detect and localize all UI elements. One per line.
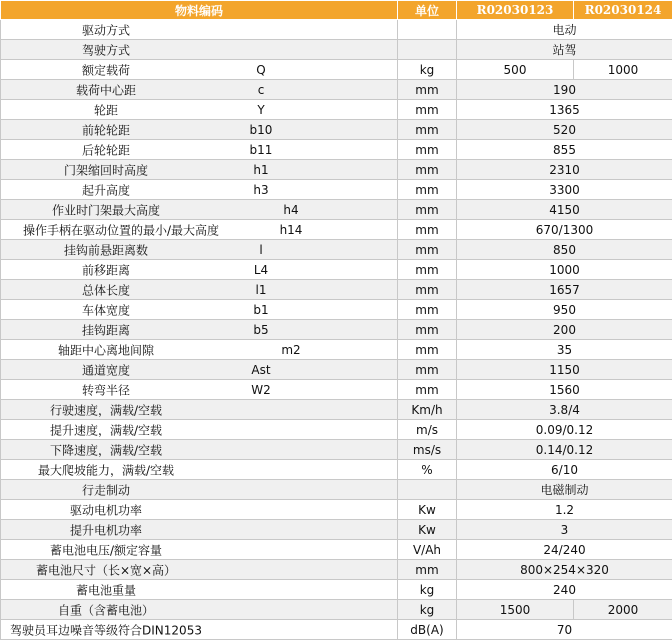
- spec-symbol: Q: [216, 63, 306, 77]
- spec-name-cell: [1, 580, 398, 600]
- spec-row: [1, 260, 672, 280]
- spec-name-cell: [1, 540, 398, 560]
- spec-label: 通道宽度: [1, 361, 211, 378]
- spec-name-cell: [1, 120, 398, 140]
- spec-label: 行驶速度，满载/空载: [1, 401, 211, 418]
- spec-value: 电动: [457, 20, 672, 40]
- spec-label: 后轮轮距: [1, 141, 211, 158]
- spec-name-cell: [1, 20, 398, 40]
- spec-label: 作业时门架最大高度: [1, 201, 211, 218]
- spec-value: 3: [457, 520, 672, 540]
- spec-label: 蓄电池电压/额定容量: [1, 541, 211, 558]
- spec-value: 670/1300: [457, 220, 672, 240]
- spec-name-cell: [1, 440, 398, 460]
- header-name: 物料编码: [1, 1, 398, 20]
- spec-value: 1560: [457, 380, 672, 400]
- spec-value: 35: [457, 340, 672, 360]
- spec-label: 前移距离: [1, 261, 211, 278]
- spec-row: [1, 480, 672, 500]
- spec-unit: mm: [398, 340, 457, 360]
- spec-label: 自重（含蓄电池）: [1, 601, 211, 618]
- spec-row: [1, 240, 672, 260]
- spec-value: 2310: [457, 160, 672, 180]
- spec-name-cell: [1, 460, 398, 480]
- spec-value: 3.8/4: [457, 400, 672, 420]
- spec-name-cell: [1, 200, 398, 220]
- spec-label: 起升高度: [1, 181, 211, 198]
- spec-row: [1, 600, 672, 620]
- spec-value: 240: [457, 580, 672, 600]
- spec-unit: mm: [398, 120, 457, 140]
- spec-unit: [398, 20, 457, 40]
- spec-value: 站驾: [457, 40, 672, 60]
- spec-row: [1, 300, 672, 320]
- spec-row: [1, 100, 672, 120]
- spec-value: 6/10: [457, 460, 672, 480]
- spec-row: [1, 160, 672, 180]
- spec-value: 24/240: [457, 540, 672, 560]
- spec-value: 电磁制动: [457, 480, 672, 500]
- spec-row: [1, 320, 672, 340]
- spec-label: 驱动方式: [1, 21, 211, 38]
- header-model1: R02030123: [457, 1, 574, 20]
- spec-unit: [398, 480, 457, 500]
- spec-unit: mm: [398, 360, 457, 380]
- spec-name-cell: [1, 340, 398, 360]
- spec-name-cell: [1, 240, 398, 260]
- spec-value: 1000: [457, 260, 672, 280]
- spec-label: 总体长度: [1, 281, 211, 298]
- spec-symbol: Y: [216, 103, 306, 117]
- spec-unit: mm: [398, 220, 457, 240]
- spec-symbol: l: [216, 243, 306, 257]
- spec-label: 轮距: [1, 101, 211, 118]
- spec-label: 额定载荷: [1, 61, 211, 78]
- spec-unit: mm: [398, 560, 457, 580]
- spec-label: 前轮轮距: [1, 121, 211, 138]
- spec-name-cell: [1, 560, 398, 580]
- spec-row: [1, 200, 672, 220]
- spec-value: 1657: [457, 280, 672, 300]
- spec-name-cell: [1, 360, 398, 380]
- spec-value: 855: [457, 140, 672, 160]
- spec-unit: mm: [398, 80, 457, 100]
- spec-row: [1, 560, 672, 580]
- spec-unit: mm: [398, 200, 457, 220]
- spec-label: 驾驶员耳边噪音等级符合DIN12053: [1, 621, 211, 638]
- spec-row: [1, 20, 672, 40]
- spec-symbol: b10: [216, 123, 306, 137]
- spec-symbol: h1: [216, 163, 306, 177]
- spec-row: [1, 340, 672, 360]
- spec-unit: Km/h: [398, 400, 457, 420]
- spec-label: 蓄电池重量: [1, 581, 211, 598]
- spec-name-cell: [1, 300, 398, 320]
- spec-value: 1.2: [457, 500, 672, 520]
- spec-name-cell: [1, 40, 398, 60]
- spec-value: 4150: [457, 200, 672, 220]
- spec-unit: kg: [398, 580, 457, 600]
- spec-name-cell: [1, 600, 398, 620]
- spec-value: 200: [457, 320, 672, 340]
- spec-name-cell: [1, 280, 398, 300]
- spec-unit: kg: [398, 600, 457, 620]
- spec-name-cell: [1, 420, 398, 440]
- spec-unit: Kw: [398, 520, 457, 540]
- spec-unit: mm: [398, 100, 457, 120]
- spec-label: 驱动电机功率: [1, 501, 211, 518]
- spec-value-model1: 1500: [457, 600, 574, 620]
- spec-unit: ms/s: [398, 440, 457, 460]
- spec-value: 1150: [457, 360, 672, 380]
- spec-name-cell: [1, 400, 398, 420]
- spec-value: 520: [457, 120, 672, 140]
- spec-row: [1, 440, 672, 460]
- spec-value: 70: [457, 620, 672, 640]
- spec-value: 1365: [457, 100, 672, 120]
- spec-row: [1, 360, 672, 380]
- spec-row: [1, 280, 672, 300]
- spec-unit: Kw: [398, 500, 457, 520]
- spec-symbol: c: [216, 83, 306, 97]
- spec-label: 提升电机功率: [1, 521, 211, 538]
- spec-value: 850: [457, 240, 672, 260]
- spec-row: [1, 420, 672, 440]
- spec-row: [1, 220, 672, 240]
- spec-unit: mm: [398, 180, 457, 200]
- spec-row: [1, 400, 672, 420]
- spec-name-cell: [1, 320, 398, 340]
- spec-value: 0.09/0.12: [457, 420, 672, 440]
- spec-unit: mm: [398, 240, 457, 260]
- spec-label: 挂钩前悬距离数: [1, 241, 211, 258]
- spec-symbol: b11: [216, 143, 306, 157]
- spec-label: 蓄电池尺寸（长×宽×高）: [1, 561, 211, 578]
- spec-symbol: m2: [261, 343, 321, 357]
- spec-label: 下降速度，满载/空载: [1, 441, 211, 458]
- spec-row: [1, 540, 672, 560]
- spec-label: 操作手柄在驱动位置的最小/最大高度: [1, 221, 241, 238]
- spec-unit: mm: [398, 140, 457, 160]
- header-model2: R02030124: [574, 1, 672, 20]
- spec-value: 950: [457, 300, 672, 320]
- spec-label: 提升速度，满载/空载: [1, 421, 211, 438]
- spec-symbol: l1: [216, 283, 306, 297]
- spec-unit: mm: [398, 380, 457, 400]
- header-row: [1, 1, 672, 20]
- spec-row: [1, 60, 672, 80]
- spec-unit: mm: [398, 320, 457, 340]
- spec-name-cell: [1, 500, 398, 520]
- spec-unit: V/Ah: [398, 540, 457, 560]
- spec-unit: mm: [398, 300, 457, 320]
- spec-row: [1, 580, 672, 600]
- spec-unit: %: [398, 460, 457, 480]
- spec-symbol: b5: [216, 323, 306, 337]
- spec-unit: mm: [398, 260, 457, 280]
- spec-row: [1, 520, 672, 540]
- spec-symbol: h4: [261, 203, 321, 217]
- spec-name-cell: [1, 480, 398, 500]
- spec-value-model2: 1000: [574, 60, 672, 80]
- spec-row: [1, 140, 672, 160]
- spec-name-cell: [1, 260, 398, 280]
- spec-row: [1, 380, 672, 400]
- spec-label: 车体宽度: [1, 301, 211, 318]
- spec-label: 门架缩回时高度: [1, 161, 211, 178]
- spec-label: 行走制动: [1, 481, 211, 498]
- spec-unit: m/s: [398, 420, 457, 440]
- spec-symbol: h14: [261, 223, 321, 237]
- spec-row: [1, 180, 672, 200]
- spec-row: [1, 120, 672, 140]
- spec-name-cell: [1, 100, 398, 120]
- spec-name-cell: [1, 60, 398, 80]
- spec-unit: kg: [398, 60, 457, 80]
- spec-unit: mm: [398, 280, 457, 300]
- spec-value-model2: 2000: [574, 600, 672, 620]
- spec-name-cell: [1, 380, 398, 400]
- spec-unit: [398, 40, 457, 60]
- spec-unit: mm: [398, 160, 457, 180]
- spec-value: 800×254×320: [457, 560, 672, 580]
- spec-unit: dB(A): [398, 620, 457, 640]
- spec-symbol: W2: [216, 383, 306, 397]
- header-unit: 单位: [398, 1, 457, 20]
- spec-symbol: b1: [216, 303, 306, 317]
- spec-name-cell: [1, 80, 398, 100]
- spec-label: 最大爬坡能力，满载/空载: [1, 461, 211, 478]
- spec-value-model1: 500: [457, 60, 574, 80]
- spec-symbol: h3: [216, 183, 306, 197]
- spec-name-cell: [1, 180, 398, 200]
- spec-row: [1, 460, 672, 480]
- spec-label: 载荷中心距: [1, 81, 211, 98]
- spec-value: 190: [457, 80, 672, 100]
- spec-row: [1, 500, 672, 520]
- spec-row: [1, 80, 672, 100]
- spec-name-cell: [1, 520, 398, 540]
- spec-label: 转弯半径: [1, 381, 211, 398]
- spec-name-cell: [1, 220, 398, 240]
- spec-value: 0.14/0.12: [457, 440, 672, 460]
- spec-name-cell: [1, 140, 398, 160]
- spec-name-cell: [1, 160, 398, 180]
- spec-value: 3300: [457, 180, 672, 200]
- spec-label: 轴距中心离地间隙: [1, 341, 211, 358]
- spec-symbol: Ast: [216, 363, 306, 377]
- spec-row: [1, 40, 672, 60]
- spec-label: 挂钩距离: [1, 321, 211, 338]
- spec-symbol: L4: [216, 263, 306, 277]
- spec-label: 驾驶方式: [1, 41, 211, 58]
- spec-body: [1, 20, 672, 640]
